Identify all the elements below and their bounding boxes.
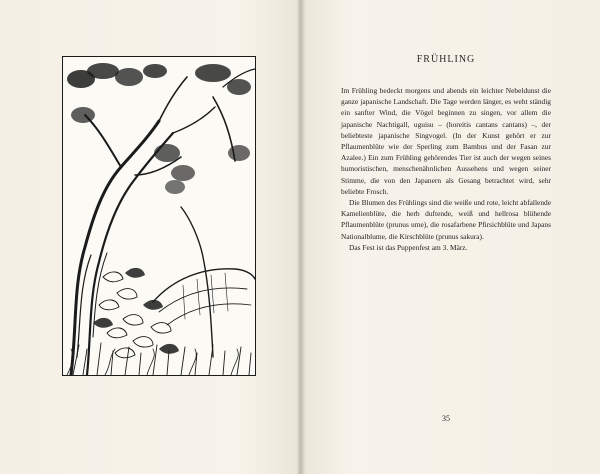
paragraph-2: Die Blumen des Frühlings sind die weiße und rote, leicht abfallende Kamelienblüte, die herb duftende, weiß und hellrosa blühende Pflaumenblüte (prunus ume), die rosafarbene Pfirsichblüte und Japans Nationalblume, die Kirschblüte (prunus sakura). [341,198,551,241]
chapter-title: FRÜHLING [416,54,476,65]
tree-illustration [62,56,256,376]
paragraph-3: Das Fest ist das Puppenfest am 3. März. [349,242,468,252]
body-text [341,85,551,253]
page-number: 35 [442,414,450,423]
ink-drawing [63,57,255,375]
left-page [0,0,298,474]
paragraph-1: Im Frühling bedeckt morgens und abends ein leichter Nebeldunst die ganze japanische Landschaft. Die Tage werden länger, es weht ständig ein sanfter Wind, die Vögel beginnen zu singen, vor allem die japanische Nachtigall, uguisu – (horeitis cantans cantans) –, der beliebteste japanische Singvogel. (In der Kunst gehört er zur Pflaumenblüte wie der Sperling zum Bambus und der Fasan zur Azalee.) Ein zum Frühling gehörendes Tier ist auch der wegen seines humoristischen, menschenähnlichen Aussehens und wegen seiner Stimme, die von den Japanern als Gesang betrachtet wird, sehr beliebte Frosch. [341,86,551,196]
